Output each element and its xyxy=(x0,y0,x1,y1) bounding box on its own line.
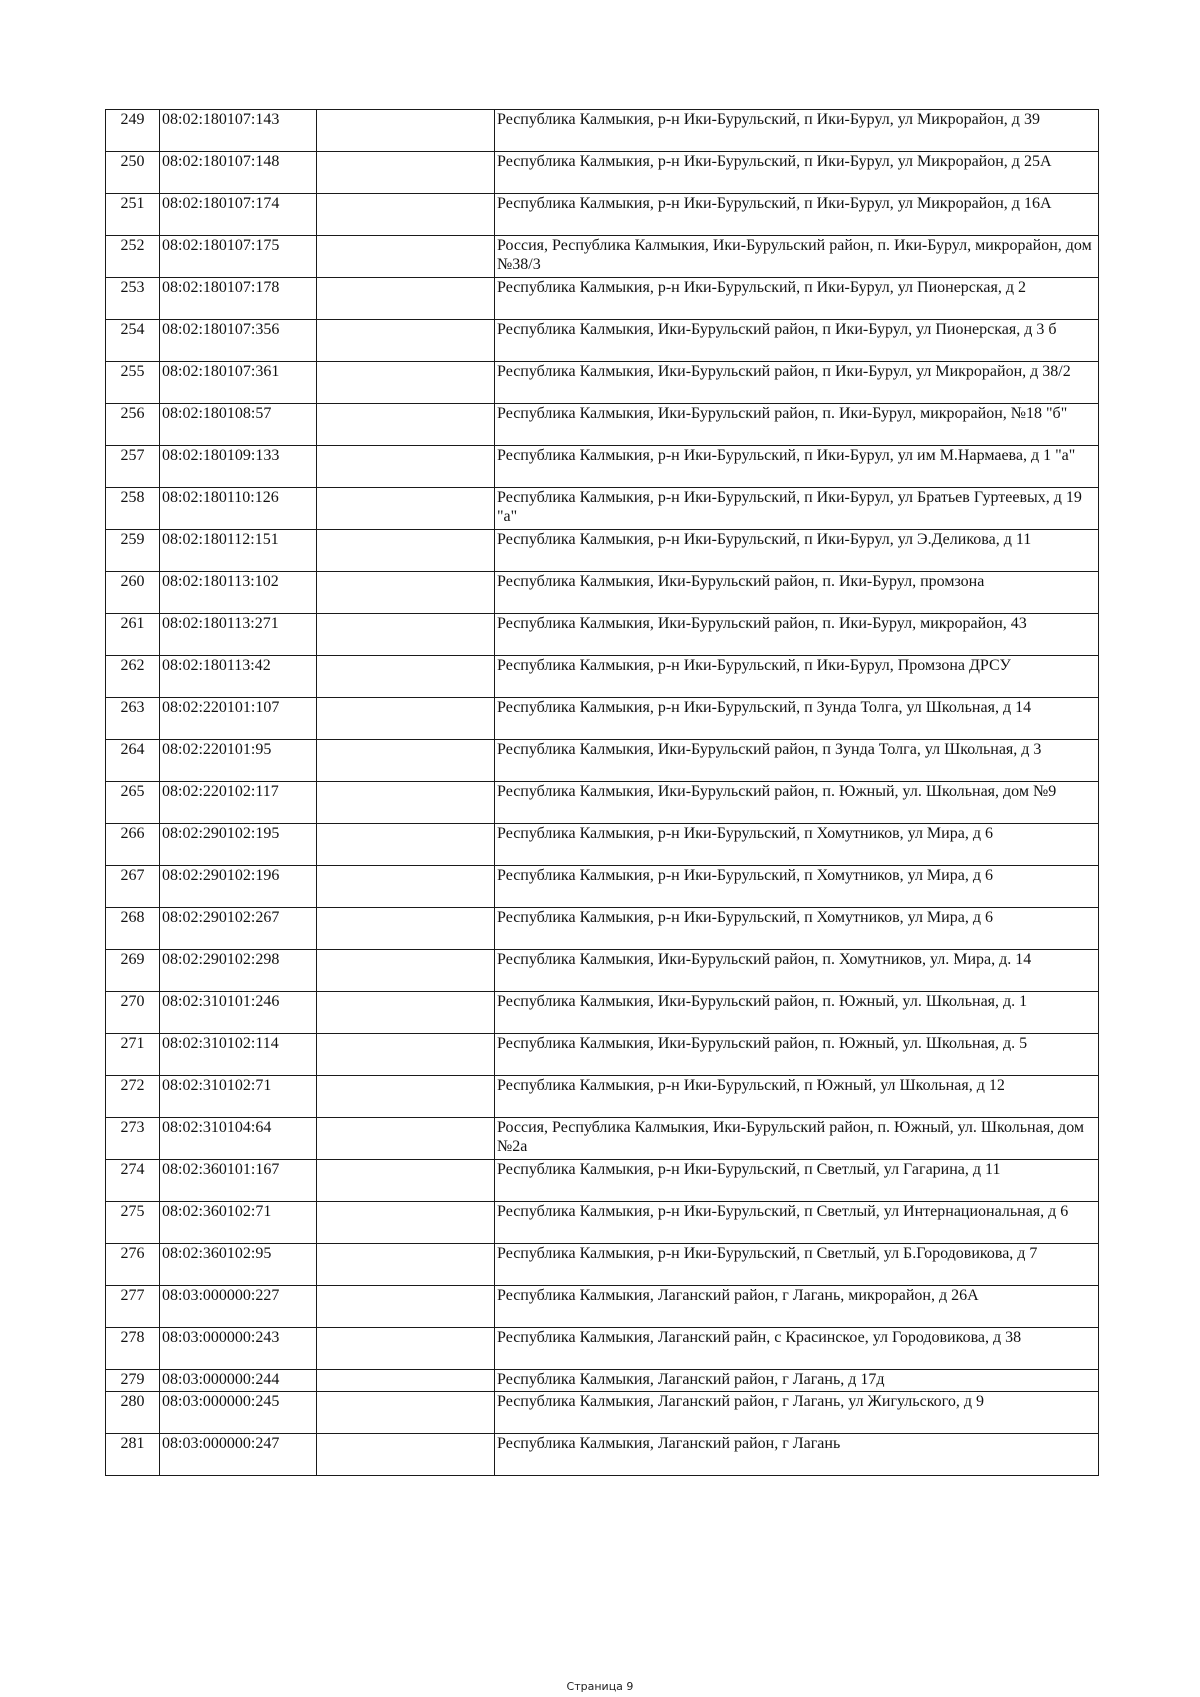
cadastral-number: 08:02:220102:117 xyxy=(160,782,317,824)
table-row xyxy=(106,1392,1099,1434)
row-number: 279 xyxy=(106,1370,160,1392)
table-row xyxy=(106,110,1099,152)
address-cell: Республика Калмыкия, р-н Ики-Бурульский, п Ики-Бурул, ул им М.Нармаева, д 1 "а" xyxy=(495,446,1099,488)
row-number: 267 xyxy=(106,866,160,908)
row-number: 252 xyxy=(106,236,160,278)
note-cell xyxy=(317,824,495,866)
cadastral-number: 08:02:180113:271 xyxy=(160,614,317,656)
address-cell: Республика Калмыкия, Лаганский район, г Лагань, микрорайон, д 26А xyxy=(495,1286,1099,1328)
table-row xyxy=(106,614,1099,656)
table-row xyxy=(106,404,1099,446)
cadastral-number: 08:02:180107:174 xyxy=(160,194,317,236)
cadastral-number: 08:02:310102:71 xyxy=(160,1076,317,1118)
note-cell xyxy=(317,236,495,278)
address-cell: Республика Калмыкия, Лаганский район, г Лагань xyxy=(495,1434,1099,1476)
note-cell xyxy=(317,110,495,152)
cadastral-number: 08:03:000000:227 xyxy=(160,1286,317,1328)
table-row xyxy=(106,1118,1099,1160)
note-cell xyxy=(317,278,495,320)
cadastral-number: 08:03:000000:245 xyxy=(160,1392,317,1434)
cadastral-number: 08:02:310102:114 xyxy=(160,1034,317,1076)
address-cell: Республика Калмыкия, р-н Ики-Бурульский, п Южный, ул Школьная, д 12 xyxy=(495,1076,1099,1118)
address-cell: Россия, Республика Калмыкия, Ики-Бурульский район, п. Ики-Бурул, микрорайон, дом №38/3 xyxy=(495,236,1099,278)
row-number: 251 xyxy=(106,194,160,236)
note-cell xyxy=(317,572,495,614)
row-number: 261 xyxy=(106,614,160,656)
address-cell: Республика Калмыкия, р-н Ики-Бурульский, п Хомутников, ул Мира, д 6 xyxy=(495,908,1099,950)
note-cell xyxy=(317,488,495,530)
row-number: 265 xyxy=(106,782,160,824)
table-row xyxy=(106,488,1099,530)
table-row xyxy=(106,824,1099,866)
cadastral-number: 08:02:180113:42 xyxy=(160,656,317,698)
address-cell: Республика Калмыкия, Лаганский район, г Лагань, ул Жигульского, д 9 xyxy=(495,1392,1099,1434)
table-row xyxy=(106,656,1099,698)
note-cell xyxy=(317,614,495,656)
cadastral-number: 08:02:180109:133 xyxy=(160,446,317,488)
note-cell xyxy=(317,1202,495,1244)
table-row xyxy=(106,1160,1099,1202)
table-row xyxy=(106,1434,1099,1476)
cadastral-number: 08:02:310104:64 xyxy=(160,1118,317,1160)
address-cell: Республика Калмыкия, р-н Ики-Бурульский, п Ики-Бурул, ул Пионерская, д 2 xyxy=(495,278,1099,320)
note-cell xyxy=(317,194,495,236)
cadastral-number: 08:02:290102:267 xyxy=(160,908,317,950)
row-number: 253 xyxy=(106,278,160,320)
property-register-table xyxy=(105,109,1099,1476)
note-cell xyxy=(317,866,495,908)
table-row xyxy=(106,152,1099,194)
cadastral-number: 08:02:180107:361 xyxy=(160,362,317,404)
table-row xyxy=(106,866,1099,908)
row-number: 280 xyxy=(106,1392,160,1434)
row-number: 262 xyxy=(106,656,160,698)
table-row xyxy=(106,362,1099,404)
address-cell: Республика Калмыкия, Ики-Бурульский район, п. Ики-Бурул, микрорайон, №18 "б" xyxy=(495,404,1099,446)
cadastral-number: 08:02:290102:195 xyxy=(160,824,317,866)
cadastral-number: 08:03:000000:247 xyxy=(160,1434,317,1476)
register-table-body xyxy=(106,110,1099,1476)
table-row xyxy=(106,236,1099,278)
table-row xyxy=(106,950,1099,992)
table-row xyxy=(106,1076,1099,1118)
table-row xyxy=(106,992,1099,1034)
address-cell: Республика Калмыкия, Ики-Бурульский район, п. Южный, ул. Школьная, дом №9 xyxy=(495,782,1099,824)
row-number: 263 xyxy=(106,698,160,740)
cadastral-number: 08:02:310101:246 xyxy=(160,992,317,1034)
row-number: 278 xyxy=(106,1328,160,1370)
address-cell: Республика Калмыкия, р-н Ики-Бурульский, п Светлый, ул Интернациональная, д 6 xyxy=(495,1202,1099,1244)
row-number: 254 xyxy=(106,320,160,362)
note-cell xyxy=(317,740,495,782)
row-number: 270 xyxy=(106,992,160,1034)
row-number: 272 xyxy=(106,1076,160,1118)
cadastral-number: 08:02:180110:126 xyxy=(160,488,317,530)
note-cell xyxy=(317,1034,495,1076)
note-cell xyxy=(317,1328,495,1370)
row-number: 273 xyxy=(106,1118,160,1160)
cadastral-number: 08:02:290102:196 xyxy=(160,866,317,908)
table-row xyxy=(106,1328,1099,1370)
address-cell: Республика Калмыкия, р-н Ики-Бурульский, п Светлый, ул Б.Городовикова, д 7 xyxy=(495,1244,1099,1286)
row-number: 249 xyxy=(106,110,160,152)
note-cell xyxy=(317,782,495,824)
address-cell: Республика Калмыкия, Ики-Бурульский район, п. Ики-Бурул, микрорайон, 43 xyxy=(495,614,1099,656)
table-row xyxy=(106,782,1099,824)
cadastral-number: 08:02:220101:95 xyxy=(160,740,317,782)
note-cell xyxy=(317,908,495,950)
note-cell xyxy=(317,320,495,362)
table-row xyxy=(106,1370,1099,1392)
table-row xyxy=(106,698,1099,740)
table-row xyxy=(106,1034,1099,1076)
cadastral-number: 08:02:180107:356 xyxy=(160,320,317,362)
note-cell xyxy=(317,404,495,446)
row-number: 260 xyxy=(106,572,160,614)
page-footer: Страница 9 xyxy=(566,1680,634,1693)
note-cell xyxy=(317,152,495,194)
cadastral-number: 08:02:180113:102 xyxy=(160,572,317,614)
note-cell xyxy=(317,950,495,992)
address-cell: Республика Калмыкия, р-н Ики-Бурульский, п Ики-Бурул, ул Э.Деликова, д 11 xyxy=(495,530,1099,572)
row-number: 257 xyxy=(106,446,160,488)
address-cell: Республика Калмыкия, Ики-Бурульский район, п. Хомутников, ул. Мира, д. 14 xyxy=(495,950,1099,992)
row-number: 258 xyxy=(106,488,160,530)
row-number: 255 xyxy=(106,362,160,404)
cadastral-number: 08:02:180107:175 xyxy=(160,236,317,278)
cadastral-number: 08:02:290102:298 xyxy=(160,950,317,992)
note-cell xyxy=(317,698,495,740)
note-cell xyxy=(317,1392,495,1434)
cadastral-number: 08:03:000000:244 xyxy=(160,1370,317,1392)
table-row xyxy=(106,1202,1099,1244)
row-number: 277 xyxy=(106,1286,160,1328)
row-number: 276 xyxy=(106,1244,160,1286)
row-number: 259 xyxy=(106,530,160,572)
table-row xyxy=(106,740,1099,782)
note-cell xyxy=(317,1286,495,1328)
address-cell: Республика Калмыкия, р-н Ики-Бурульский, п Ики-Бурул, Промзона ДРСУ xyxy=(495,656,1099,698)
row-number: 271 xyxy=(106,1034,160,1076)
note-cell xyxy=(317,446,495,488)
address-cell: Республика Калмыкия, р-н Ики-Бурульский, п Ики-Бурул, ул Микрорайон, д 39 xyxy=(495,110,1099,152)
cadastral-number: 08:02:180107:148 xyxy=(160,152,317,194)
row-number: 281 xyxy=(106,1434,160,1476)
note-cell xyxy=(317,992,495,1034)
cadastral-number: 08:02:180108:57 xyxy=(160,404,317,446)
row-number: 269 xyxy=(106,950,160,992)
note-cell xyxy=(317,1118,495,1160)
address-cell: Республика Калмыкия, р-н Ики-Бурульский, п Зунда Толга, ул Школьная, д 14 xyxy=(495,698,1099,740)
table-row xyxy=(106,1244,1099,1286)
address-cell: Республика Калмыкия, Ики-Бурульский район, п Ики-Бурул, ул Микрорайон, д 38/2 xyxy=(495,362,1099,404)
address-cell: Россия, Республика Калмыкия, Ики-Бурульский район, п. Южный, ул. Школьная, дом №2а xyxy=(495,1118,1099,1160)
address-cell: Республика Калмыкия, Ики-Бурульский район, п. Южный, ул. Школьная, д. 1 xyxy=(495,992,1099,1034)
address-cell: Республика Калмыкия, р-н Ики-Бурульский, п Хомутников, ул Мира, д 6 xyxy=(495,824,1099,866)
table-row xyxy=(106,446,1099,488)
table-row xyxy=(106,320,1099,362)
address-cell: Республика Калмыкия, Лаганский район, г Лагань, д 17д xyxy=(495,1370,1099,1392)
table-row xyxy=(106,572,1099,614)
cadastral-number: 08:02:360102:95 xyxy=(160,1244,317,1286)
row-number: 274 xyxy=(106,1160,160,1202)
note-cell xyxy=(317,1244,495,1286)
table-row xyxy=(106,1286,1099,1328)
row-number: 268 xyxy=(106,908,160,950)
cadastral-number: 08:02:360102:71 xyxy=(160,1202,317,1244)
cadastral-number: 08:02:180112:151 xyxy=(160,530,317,572)
note-cell xyxy=(317,1076,495,1118)
note-cell xyxy=(317,530,495,572)
address-cell: Республика Калмыкия, р-н Ики-Бурульский, п Ики-Бурул, ул Микрорайон, д 16А xyxy=(495,194,1099,236)
row-number: 266 xyxy=(106,824,160,866)
table-row xyxy=(106,278,1099,320)
note-cell xyxy=(317,1434,495,1476)
row-number: 264 xyxy=(106,740,160,782)
note-cell xyxy=(317,656,495,698)
note-cell xyxy=(317,362,495,404)
cadastral-number: 08:02:180107:143 xyxy=(160,110,317,152)
row-number: 256 xyxy=(106,404,160,446)
address-cell: Республика Калмыкия, Ики-Бурульский район, п Зунда Толга, ул Школьная, д 3 xyxy=(495,740,1099,782)
row-number: 250 xyxy=(106,152,160,194)
row-number: 275 xyxy=(106,1202,160,1244)
cadastral-number: 08:02:220101:107 xyxy=(160,698,317,740)
table-row xyxy=(106,194,1099,236)
table-row xyxy=(106,530,1099,572)
address-cell: Республика Калмыкия, р-н Ики-Бурульский, п Ики-Бурул, ул Братьев Гуртеевых, д 19 "а" xyxy=(495,488,1099,530)
address-cell: Республика Калмыкия, р-н Ики-Бурульский, п Хомутников, ул Мира, д 6 xyxy=(495,866,1099,908)
address-cell: Республика Калмыкия, Ики-Бурульский район, п Ики-Бурул, ул Пионерская, д 3 б xyxy=(495,320,1099,362)
address-cell: Республика Калмыкия, Ики-Бурульский район, п. Ики-Бурул, промзона xyxy=(495,572,1099,614)
note-cell xyxy=(317,1160,495,1202)
address-cell: Республика Калмыкия, р-н Ики-Бурульский, п Ики-Бурул, ул Микрорайон, д 25А xyxy=(495,152,1099,194)
address-cell: Республика Калмыкия, р-н Ики-Бурульский, п Светлый, ул Гагарина, д 11 xyxy=(495,1160,1099,1202)
cadastral-number: 08:02:180107:178 xyxy=(160,278,317,320)
cadastral-number: 08:03:000000:243 xyxy=(160,1328,317,1370)
address-cell: Республика Калмыкия, Лаганский райн, с Красинское, ул Городовикова, д 38 xyxy=(495,1328,1099,1370)
note-cell xyxy=(317,1370,495,1392)
table-row xyxy=(106,908,1099,950)
address-cell: Республика Калмыкия, Ики-Бурульский район, п. Южный, ул. Школьная, д. 5 xyxy=(495,1034,1099,1076)
cadastral-number: 08:02:360101:167 xyxy=(160,1160,317,1202)
